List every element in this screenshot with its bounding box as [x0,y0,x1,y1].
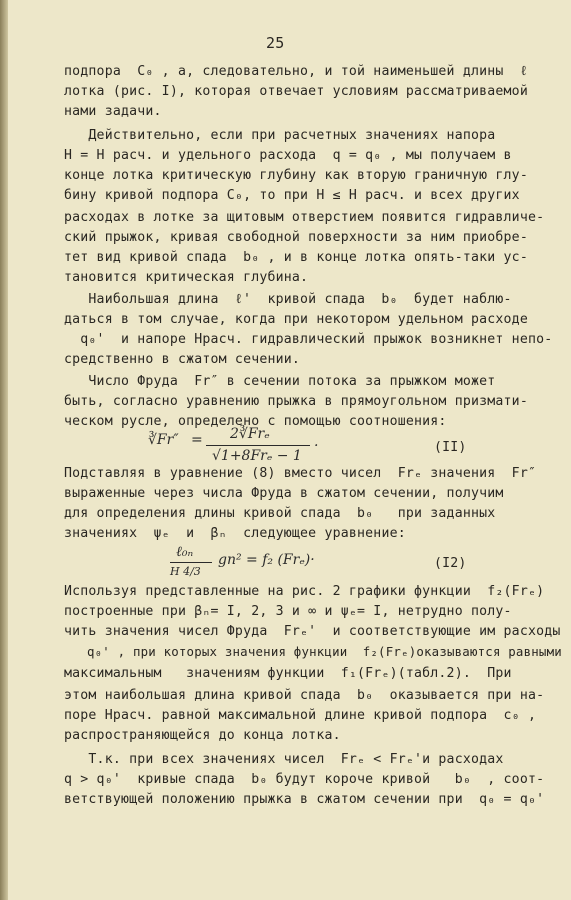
text-line: Число Фруда Fr″ в сечении потока за прыжком может [64,374,496,389]
text-line: даться в том случае, когда при некотором удельном расходе [64,312,528,327]
text-line: поре Нрасч. равной максимальной длине кривой подпора c₀ , [64,708,537,723]
text-line: q₀' , при которых значения функции f₂(Frₑ)оказываются равными [64,644,562,659]
page-number: 25 [266,34,285,52]
text-line: средственно в сжатом сечении. [64,352,301,367]
eq11-denominator: √1+8Frₑ − 1 [212,448,302,464]
text-line: тет вид кривой спада b₀ , и в конце лотка опять-таки ус- [64,250,528,265]
eq11-numerator: 2∛Frₑ [230,426,270,442]
text-line: бину кривой подпора C₀, то при Н ≤ Н расч. и всех других [64,188,520,203]
text-line: q > q₀' кривые спада b₀ будут короче кривой b₀ , соот- [64,772,545,787]
text-line: q₀' и напоре Нрасч. гидравлический прыжок возникнет непо- [64,332,553,347]
text-line: быть, согласно уравнению прыжка в прямоугольном призмати- [64,394,528,409]
text-line: для определения длины кривой спада b₀ при заданных [64,506,496,521]
text-line: Используя представленные на рис. 2 графики функции f₂(Frₑ) [64,584,545,599]
equation-number: (I2) [434,556,467,571]
text-line: ческом русле, определено с помощью соотношения: [64,414,447,429]
text-line: выраженные через числа Фруда в сжатом сечении, получим [64,486,504,501]
text-line: распространяющейся до конца лотка. [64,728,341,743]
eq11-left: ∛Fr″ [148,432,179,448]
text-line: конце лотка критическую глубину как вторую граничную глу- [64,168,528,183]
text-line: Действительно, если при расчетных значениях напора [64,128,496,143]
text-line: подпора C₀ , а, следовательно, и той наименьшей длины ℓ [64,64,528,79]
document-page [8,0,571,900]
text-line: Н = Н расч. и удельного расхода q = q₀ , мы получаем в [64,148,512,163]
binding-spine [0,0,8,900]
text-line: чить значения чисел Фруда Frₑ' и соответствующие им расходы [64,624,561,639]
text-line: нами задачи. [64,104,162,119]
eq12-fraction-bar [170,562,212,563]
eq12-numerator: ℓ₀ₙ [176,544,194,560]
text-line: Наибольшая длина ℓ' кривой спада b₀ будет наблю- [64,292,512,307]
text-line: ветствующей положению прыжка в сжатом сечении при q₀ = q₀' [64,792,545,807]
eq12-denominator: H 4/3 [170,565,201,578]
text-line: Т.к. при всех значениях чисел Frₑ < Frₑ'и расходах [64,752,504,767]
text-line: этом наибольшая длина кривой спада b₀ оказывается при на- [64,688,545,703]
eq11-period: . [314,434,319,450]
eq11-fraction-bar [206,445,310,446]
text-line: ский прыжок, кривая свободной поверхности за ним приобре- [64,230,528,245]
text-line: максимальным значениям функции f₁(Frₑ)(табл.2). При [64,666,512,681]
text-line: лотка (рис. I), которая отвечает условиям рассматриваемой [64,84,528,99]
eq11-equals: = [191,432,203,448]
text-line: значениях ψₑ и βₙ следующее уравнение: [64,526,406,541]
equation-number: (II) [434,440,467,455]
text-line: расходах в лотке за щитовым отверстием появится гидравличе- [64,210,545,225]
text-line: тановится критическая глубина. [64,270,309,285]
eq12-rest: gn² = f₂ (Frₑ)· [218,552,315,568]
text-line: Подставляя в уравнение (8) вместо чисел Frₑ значения Fr″ [64,466,537,481]
text-line: построенные при βₙ= I, 2, 3 и ∞ и ψₑ= I, нетрудно полу- [64,604,512,619]
